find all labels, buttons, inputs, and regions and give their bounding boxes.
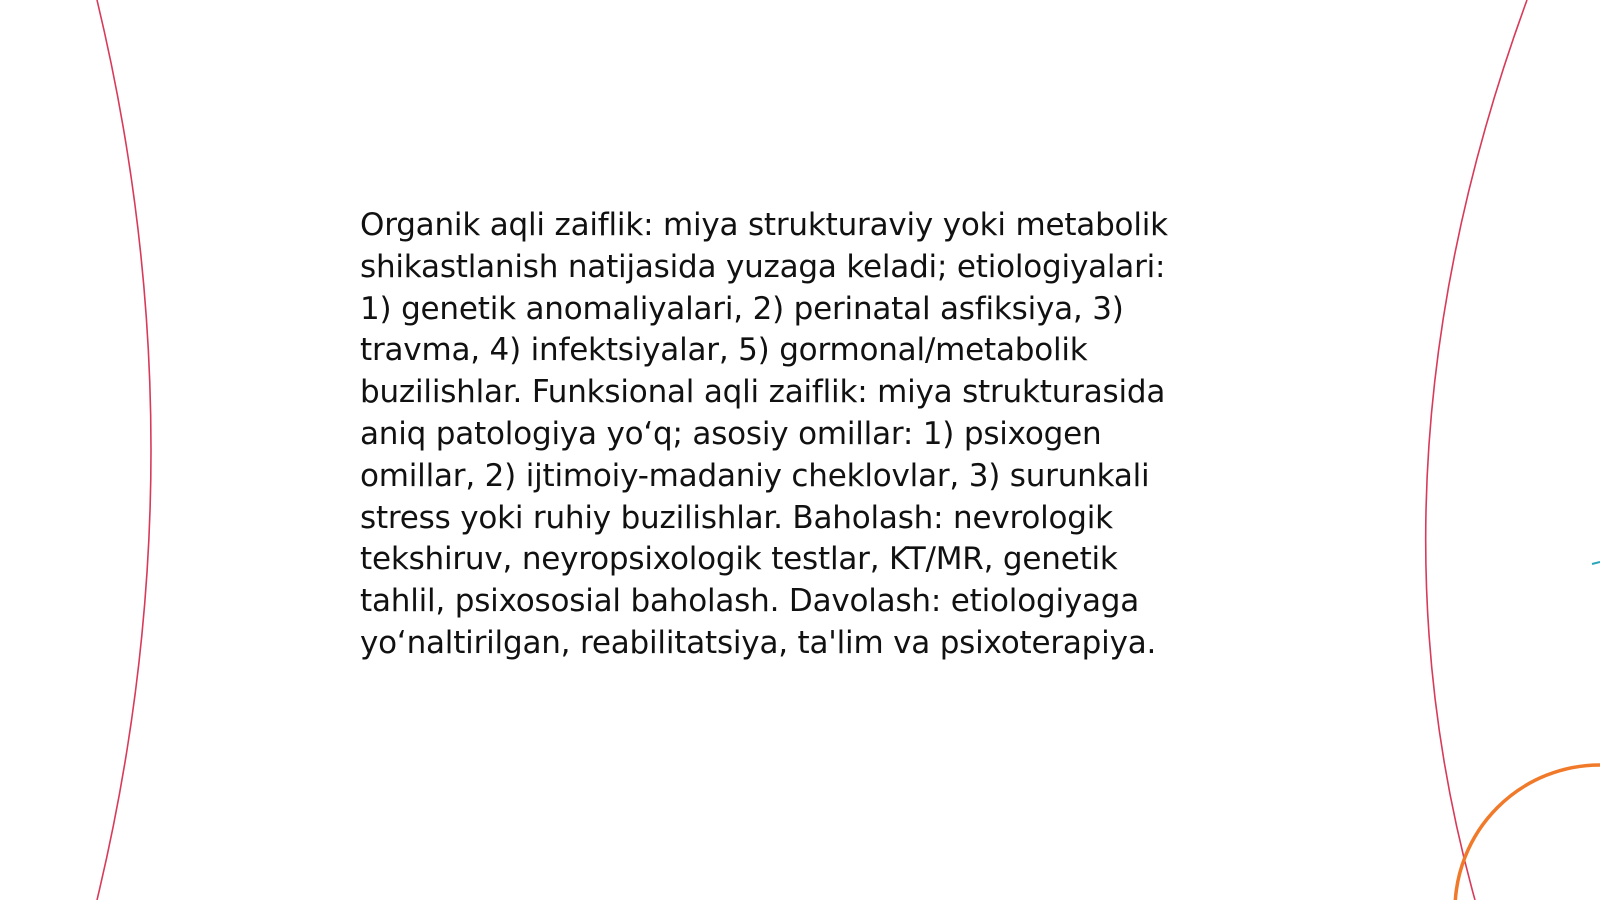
slide-body-text: Organik aqli zaiflik: miya strukturaviy yoki metabolik shikastlanish natijasida yuzaga keladi; etiologiyalari: 1) genetik anomaliyalari, 2) perinatal asfiksiya, 3) travma, 4) infektsiyalar, 5) gormonal/metabolik buzilishlar. Funksional aqli zaiflik: miya strukturasida aniq patologiya yo‘q; asosiy omillar: 1) psixogen omillar, 2) ijtimoiy-madaniy cheklovlar, 3) surunkali stress yoki ruhiy buzilishlar. Baholash: nevrologik tekshiruv, neyropsixologik testlar, KT/MR, genetik tahlil, psixososial baholash. Davolash: etiologiyaga yo‘naltirilgan, reabilitatsiya, ta'lim va psixoterapiya. xyxy=(360,207,1168,661)
corner-decorative-circle xyxy=(1455,765,1600,900)
right-decorative-arc xyxy=(1426,0,1527,900)
left-decorative-arc xyxy=(97,0,151,900)
edge-accent-mark xyxy=(1592,562,1600,564)
